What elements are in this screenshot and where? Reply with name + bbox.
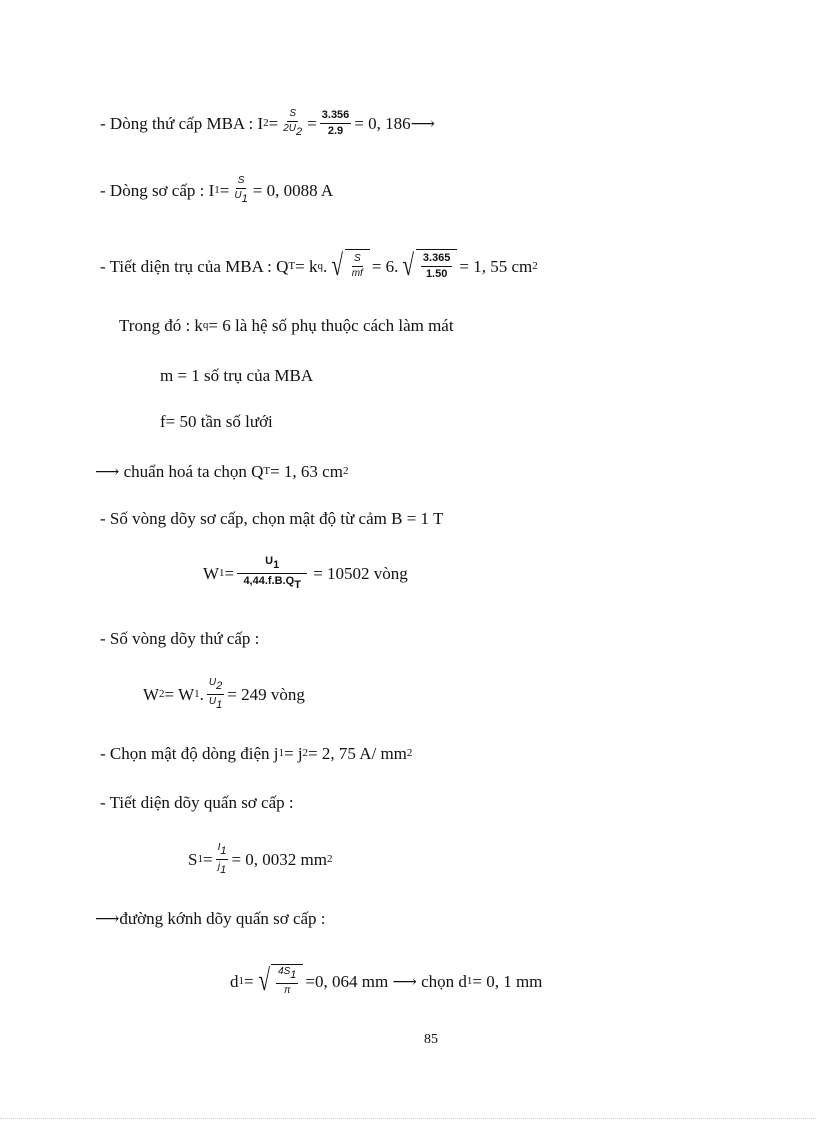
line-w1: W 1 = $\frac{U_1}{4,44.f.B.Q_T}$ = 10502 vòng	[203, 555, 408, 591]
line-secondary-current: - Dòng thứ cấp MBA : I 2 = $\frac{S}{2U_2}$ = $\frac{3.356}{2.9}$ = 0, 186⟶	[100, 108, 436, 138]
sqrt: √ $\frac{4S_1}{\pi}$	[256, 964, 304, 998]
line-primary-current: - Dòng sơ cấp : I 1 = $\frac{S}{U_1}$ = 0, 0088 A	[100, 175, 334, 205]
line-f: f= 50 tần số lưới	[160, 412, 273, 431]
sqrt: √ $\frac{3.365}{1.50}$	[400, 249, 457, 283]
line-d1: d 1 = √ $\frac{4S_1}{\pi}$ =0, 064 mm ⟶ chọn d 1 = 0, 1 mm	[230, 964, 543, 997]
fraction: $\frac{S}{U_1}$	[234, 175, 248, 205]
line-normalize: ⟶ chuẩn hoá ta chọn Q T = 1, 63 cm 2	[95, 462, 349, 481]
fraction: $\frac{U_2}{U_1}$	[208, 677, 223, 711]
line-w2: W 2 = W 1 . $\frac{U_2}{U_1}$ = 249 vòng	[143, 677, 305, 711]
line-m: m = 1 số trụ của MBA	[160, 366, 314, 385]
sqrt: √ $\frac{S}{mf}$	[329, 249, 370, 283]
line-where-kq: Trong đó : k q = 6 là hệ số phụ thuộc cách làm mát	[119, 316, 454, 335]
line-current-density: - Chọn mật độ dòng điện j 1 = j 2 = 2, 75 A/ mm 2	[100, 744, 413, 763]
fraction: $\frac{U_1}{4,44.f.B.Q_T}$	[237, 556, 307, 591]
line-turns-primary-heading: - Số vòng dõy sơ cấp, chọn mật độ từ cảm B = 1 T	[100, 509, 444, 528]
page-footer-divider	[0, 1118, 816, 1119]
line-diameter-heading: ⟶đường kớnh dõy quấn sơ cấp :	[95, 909, 326, 928]
line-wire-section-heading: - Tiết diện dõy quấn sơ cấp :	[100, 793, 294, 812]
fraction: $\frac{S}{2U_2}$	[283, 108, 303, 138]
line-core-section: - Tiết diện trụ của MBA : Q T = k q . √ $\frac{S}{mf}$ = 6. √ $\frac{3.365}{1.50}$ = 1, 55 cm 2	[100, 249, 538, 282]
line-turns-secondary-heading: - Số vòng dõy thứ cấp :	[100, 629, 260, 648]
line-s1: S 1 = $\frac{I_1}{j_1}$ = 0, 0032 mm 2	[188, 842, 333, 876]
fraction: $\frac{3.356}{2.9}$	[321, 109, 350, 137]
fraction: $\frac{I_1}{j_1}$	[217, 842, 227, 876]
page-number: 85	[424, 1032, 438, 1047]
